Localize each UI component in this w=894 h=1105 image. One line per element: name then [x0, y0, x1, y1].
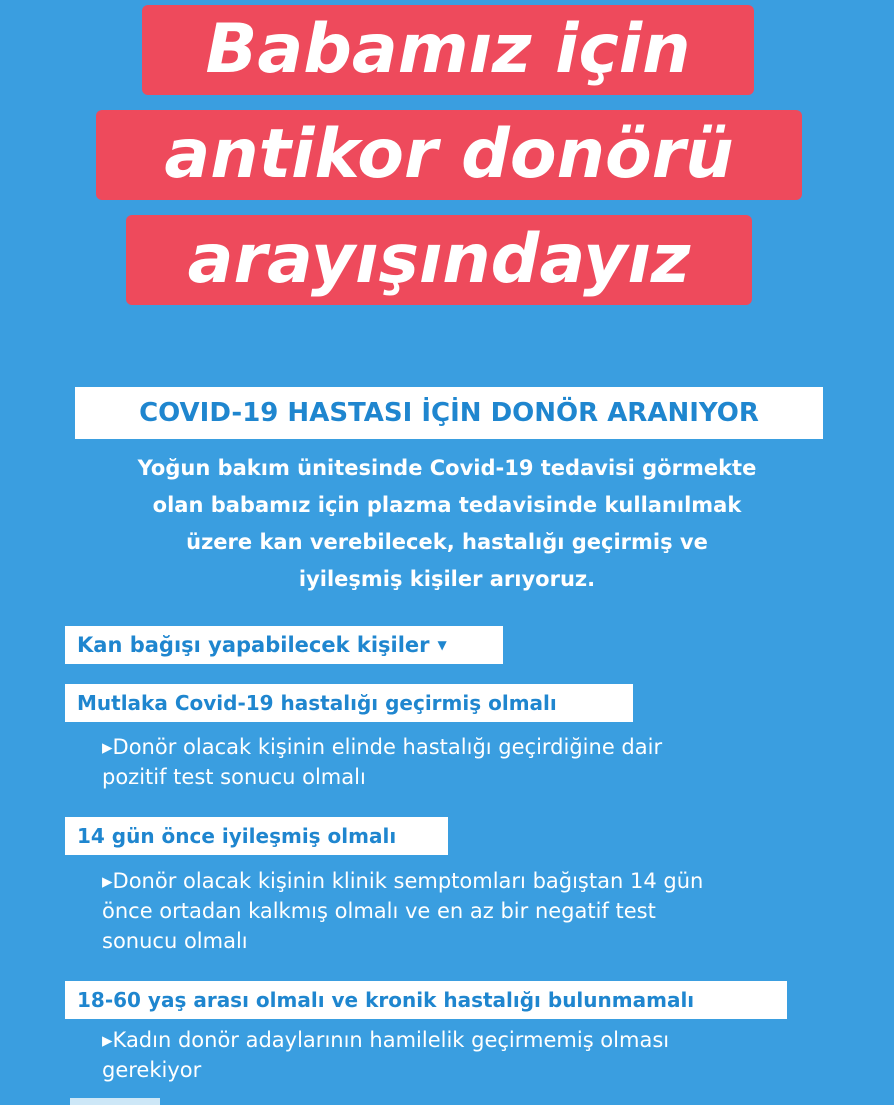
- title-line-2: antikor donörü: [96, 110, 802, 200]
- criterion-title: Mutlaka Covid-19 hastalığı geçirmiş olmalı: [65, 684, 633, 722]
- detail-line: pozitif test sonucu olmalı: [102, 765, 366, 789]
- title-line-1: Babamız için: [142, 5, 754, 95]
- eligible-donors-label: Kan bağışı yapabilecek kişiler: [77, 633, 430, 657]
- headline-box: COVID-19 HASTASI İÇİN DONÖR ARANIYOR: [75, 387, 823, 439]
- intro-line: olan babamız için plazma tedavisinde kullanılmak: [152, 493, 742, 517]
- intro-line: Yoğun bakım ünitesinde Covid-19 tedavisi görmekte: [137, 456, 757, 480]
- intro-line: iyileşmiş kişiler arıyoruz.: [298, 567, 596, 591]
- detail-line: ▸Donör olacak kişinin klinik semptomları bağıştan 14 gün: [102, 869, 704, 893]
- detail-line: ▸Kadın donör adaylarının hamilelik geçirmemiş olması: [102, 1028, 670, 1052]
- intro-paragraph: [60, 450, 834, 598]
- cut-off-text-fragment: [70, 1098, 160, 1105]
- caret-down-icon: ▼: [437, 638, 447, 652]
- criterion-detail: [102, 866, 822, 956]
- detail-line: sonucu olmalı: [102, 929, 248, 953]
- eligible-donors-heading: [65, 626, 503, 664]
- criterion-detail: [102, 1025, 822, 1085]
- detail-line: gerekiyor: [102, 1058, 202, 1082]
- criterion-title: 18-60 yaş arası olmalı ve kronik hastalığı bulunmamalı: [65, 981, 787, 1019]
- detail-line: ▸Donör olacak kişinin elinde hastalığı geçirdiğine dair: [102, 735, 663, 759]
- title-line-3: arayışındayız: [126, 215, 752, 305]
- criterion-detail: [102, 732, 782, 792]
- intro-line: üzere kan verebilecek, hastalığı geçirmiş ve: [186, 530, 708, 554]
- criterion-title: 14 gün önce iyileşmiş olmalı: [65, 817, 448, 855]
- detail-line: önce ortadan kalkmış olmalı ve en az bir negatif test: [102, 899, 656, 923]
